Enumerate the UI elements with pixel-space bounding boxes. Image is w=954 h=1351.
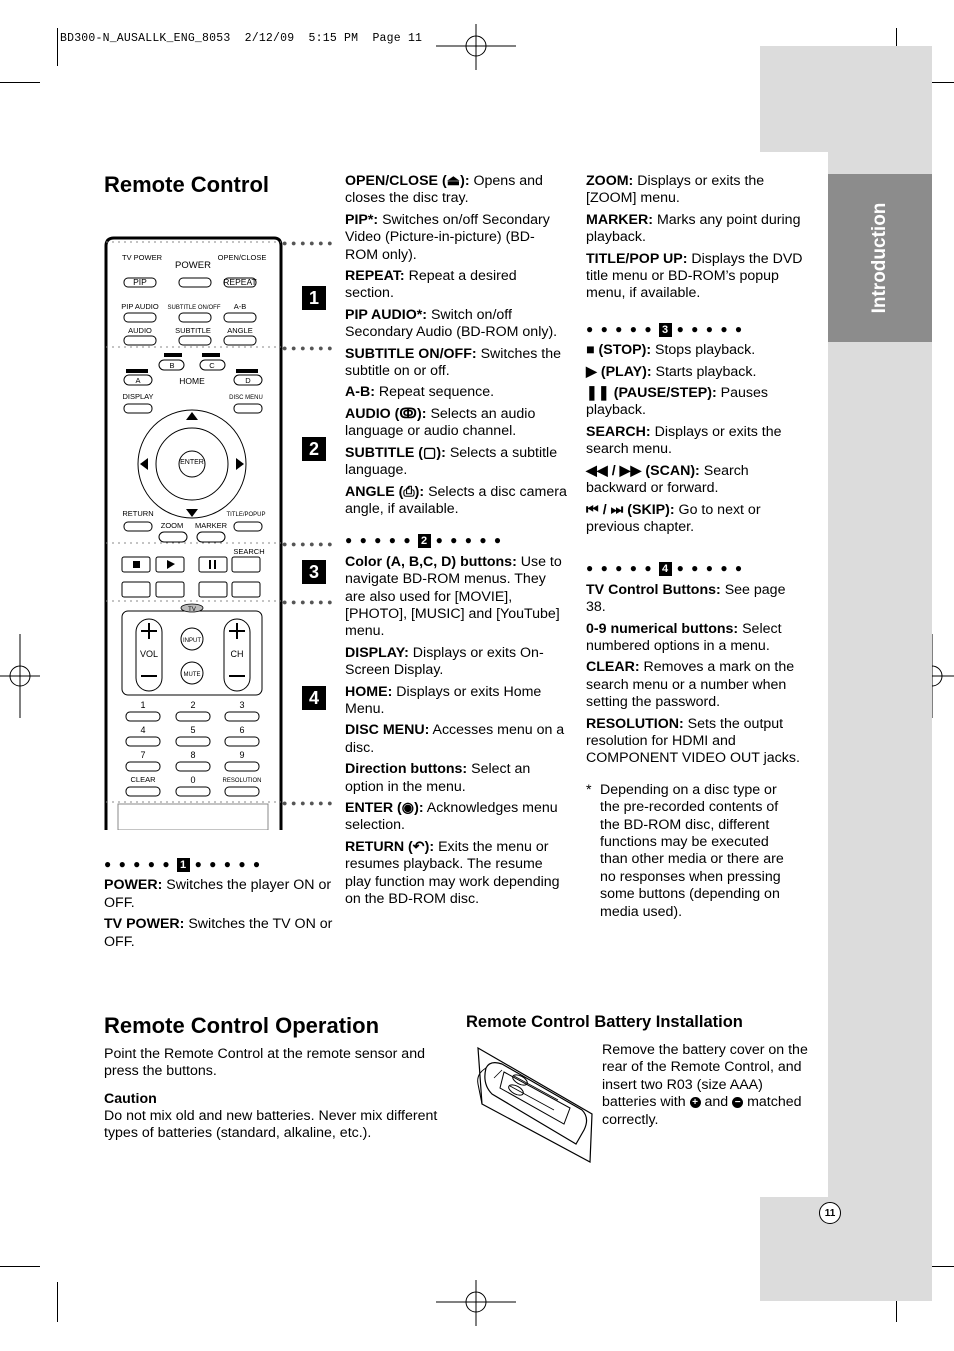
remote-digit: 4 bbox=[140, 725, 146, 735]
desc-item: AUDIO (ↂ): Selects an audio language or audio channel. bbox=[345, 405, 536, 440]
remote-label-title-popup: TITLE/POPUP bbox=[226, 512, 266, 518]
remote-label-open-close: OPEN/CLOSE bbox=[217, 253, 267, 262]
section-number-badge: 3 bbox=[659, 323, 672, 337]
desc-item: SUBTITLE (▢): Selects a subtitle language. bbox=[345, 444, 558, 479]
desc-item: A-B: Repeat sequence. bbox=[345, 384, 495, 401]
section-divider-dots: ●●●●●● bbox=[282, 539, 337, 549]
minus-icon: − bbox=[732, 1097, 743, 1108]
remote-digit: 3 bbox=[239, 700, 245, 710]
desc-item: POWER: Switches the player ON or OFF. bbox=[104, 877, 332, 911]
remote-label-pip-audio: PIP AUDIO bbox=[121, 302, 159, 311]
remote-digit: 7 bbox=[140, 750, 146, 760]
remote-label-mute: MUTE bbox=[183, 672, 201, 678]
sidebar-top-block bbox=[760, 46, 932, 152]
desc-item: 0-9 numerical buttons: Select numbered options in a menu. bbox=[586, 620, 782, 654]
remote-label-search: SEARCH bbox=[233, 547, 265, 556]
crop-mark bbox=[57, 28, 58, 66]
sidebar-bottom-block bbox=[760, 1197, 932, 1301]
operation-title: Remote Control Operation bbox=[104, 1013, 380, 1038]
caution-text: Do not mix old and new batteries. Never mix different types of batteries (standard, alkaline, etc.). bbox=[104, 1108, 438, 1142]
desc-item: REPEAT: Repeat a desired section. bbox=[345, 268, 517, 302]
desc-item: MARKER: Marks any point during playback. bbox=[586, 211, 801, 246]
desc-item: ■ (STOP): Stops playback. bbox=[586, 342, 756, 359]
caution-title: Caution bbox=[104, 1091, 157, 1107]
remote-label-tv-power: TV POWER bbox=[121, 253, 163, 262]
section-number-badge: 1 bbox=[177, 858, 190, 872]
section-tab bbox=[828, 174, 932, 342]
remote-label-a: A bbox=[135, 376, 141, 385]
remote-digit: 8 bbox=[190, 750, 196, 760]
section-divider-dots: ●●●●●● bbox=[282, 798, 337, 808]
remote-control-title: Remote Control bbox=[104, 172, 269, 197]
desc-item: ⏮ / ⏭ (SKIP): Go to next or previous chapter. bbox=[586, 501, 761, 535]
section-divider-dots: ●●●●●● bbox=[282, 238, 337, 248]
battery-instructions: Remove the battery cover on the rear of the Remote Control, and insert two R03 (size AAA) batteries with + and − matched correctly. bbox=[602, 1042, 808, 1128]
registration-mark-left bbox=[0, 634, 40, 718]
crop-mark bbox=[0, 82, 40, 83]
footnote-mark: * bbox=[586, 781, 592, 798]
section-number-3: 3 bbox=[302, 560, 326, 584]
remote-control-illustration bbox=[104, 236, 337, 830]
desc-item: PIP AUDIO*: Switch on/off Secondary Audio (BD-ROM only). bbox=[345, 306, 558, 341]
desc-item: TV Control Buttons: See page 38. bbox=[586, 581, 786, 616]
crop-mark bbox=[0, 1266, 40, 1267]
desc-item: ❚❚ (PAUSE/STEP): Pauses playback. bbox=[586, 385, 768, 419]
section-tab-label: Introduction bbox=[869, 202, 890, 314]
section-divider-dots: ●●●●●● bbox=[282, 597, 337, 607]
desc-item: ▶ (PLAY): Starts playback. bbox=[586, 363, 757, 380]
page-number: 11 bbox=[819, 1202, 841, 1224]
desc-item: RESOLUTION: Sets the output resolution for HDMI and COMPONENT VIDEO OUT jacks. bbox=[586, 715, 800, 767]
battery-title: Remote Control Battery Installation bbox=[466, 1013, 743, 1031]
plus-icon: + bbox=[690, 1097, 701, 1108]
remote-digit: 9 bbox=[239, 750, 245, 760]
registration-mark-top bbox=[436, 24, 516, 70]
remote-digit: 0 bbox=[190, 775, 196, 785]
remote-digit: 5 bbox=[190, 725, 196, 735]
operation-intro: Point the Remote Control at the remote sensor and press the buttons. bbox=[104, 1046, 425, 1080]
desc-item: SEARCH: Displays or exits the search menu. bbox=[586, 423, 782, 458]
desc-item: RETURN (↶): Exits the menu or resumes playback. The resume play function may work depending on the BD-ROM disc. bbox=[345, 838, 560, 908]
desc-item: DISC MENU: Accesses menu on a disc. bbox=[345, 722, 565, 756]
column-3 bbox=[586, 173, 806, 921]
section-2-heading: ● ● ● ● ● 2 ● ● ● ● ● bbox=[345, 533, 504, 548]
remote-label-subtitle: SUBTITLE bbox=[175, 326, 211, 335]
remote-label-d: D bbox=[245, 376, 251, 385]
section-number-badge: 4 bbox=[659, 562, 672, 576]
desc-item: TV POWER: Switches the TV ON or OFF. bbox=[104, 916, 333, 950]
remote-label-zoom: ZOOM bbox=[160, 521, 184, 530]
desc-item: ◀◀ / ▶▶ (SCAN): Search backward or forward. bbox=[586, 462, 749, 497]
remote-label-ch: CH bbox=[230, 649, 244, 659]
remote-label-repeat: REPEAT bbox=[223, 277, 257, 287]
remote-label-angle: ANGLE bbox=[227, 326, 253, 335]
column-2 bbox=[345, 173, 567, 912]
remote-label-return: RETURN bbox=[122, 509, 154, 518]
remote-label-vol: VOL bbox=[139, 649, 159, 659]
remote-label-resolution: RESOLUTION bbox=[222, 778, 262, 784]
remote-label-ab: A-B bbox=[233, 302, 247, 311]
desc-item: Color (A, B,C, D) buttons: Use to navigate BD-ROM menus. They are also used for [MOVIE], [PHOTO], [MUSIC] and [YouTube] menu. bbox=[345, 553, 562, 640]
section-number-1: 1 bbox=[302, 286, 326, 310]
remote-label-home: HOME bbox=[179, 376, 205, 386]
desc-item: SUBTITLE ON/OFF: Switches the subtitle on or off. bbox=[345, 345, 562, 380]
desc-item: DISPLAY: Displays or exits On-Screen Display. bbox=[345, 644, 544, 679]
section-number-4: 4 bbox=[302, 686, 326, 710]
section-number-badge: 2 bbox=[418, 534, 431, 548]
desc-item: CLEAR: Removes a mark on the search menu or a number when setting the password. bbox=[586, 659, 795, 711]
desc-item: TITLE/POP UP: Displays the DVD title menu or BD-ROM’s popup menu, if available. bbox=[586, 250, 803, 302]
remote-label-marker: MARKER bbox=[194, 521, 228, 530]
crop-mark bbox=[57, 1282, 58, 1322]
section-3-heading: ● ● ● ● ● 3 ● ● ● ● ● bbox=[586, 321, 745, 336]
footnote bbox=[586, 782, 806, 921]
desc-item: Direction buttons: Select an option in the menu. bbox=[345, 761, 531, 795]
remote-label-display: DISPLAY bbox=[122, 392, 154, 401]
desc-item: PIP*: Switches on/off Secondary Video (Picture-in-picture) (BD-ROM only). bbox=[345, 211, 550, 263]
remote-label-enter: ENTER bbox=[180, 459, 204, 466]
registration-mark-bottom bbox=[436, 1280, 516, 1326]
desc-item: ZOOM: Displays or exits the [ZOOM] menu. bbox=[586, 173, 765, 207]
remote-label-power: POWER bbox=[175, 260, 211, 271]
section-divider-dots: ●●●●●● bbox=[282, 343, 337, 353]
remote-label-clear: CLEAR bbox=[130, 775, 156, 784]
remote-label-subtitle-onoff: SUBTITLE ON/OFF bbox=[167, 305, 221, 311]
desc-item: ENTER (◉): Acknowledges menu selection. bbox=[345, 800, 558, 834]
remote-label-pip: PIP bbox=[133, 277, 147, 287]
remote-label-audio: AUDIO bbox=[128, 326, 152, 335]
footnote-text: Depending on a disc type or the pre-recorded contents of the BD-ROM disc, different functions may be executed than other media or there are no responses when pressing some buttons (depending on media used). bbox=[600, 781, 784, 920]
desc-item: OPEN/CLOSE (⏏): Opens and closes the disc tray. bbox=[345, 173, 543, 207]
section-4-heading: ● ● ● ● ● 4 ● ● ● ● ● bbox=[586, 561, 745, 576]
section-1-list bbox=[104, 850, 334, 955]
remote-label-disc-menu: DISC MENU bbox=[229, 395, 263, 401]
desc-item: ANGLE (⎙): Selects a disc camera angle, if available. bbox=[345, 483, 567, 517]
remote-label-c: C bbox=[209, 361, 215, 370]
remote-digit: 2 bbox=[190, 700, 196, 710]
desc-item: HOME: Displays or exits Home Menu. bbox=[345, 683, 542, 717]
section-1-heading: ● ● ● ● ● 1 ● ● ● ● ● bbox=[104, 857, 263, 871]
battery-installation-illustration bbox=[472, 1044, 596, 1166]
remote-label-tv: TV bbox=[188, 607, 196, 613]
print-slug: BD300-N_AUSALLK_ENG_8053 2/12/09 5:15 PM Page 11 bbox=[60, 32, 423, 45]
remote-label-input: INPUT bbox=[183, 638, 201, 644]
section-number-2: 2 bbox=[302, 437, 326, 461]
remote-digit: 1 bbox=[140, 700, 146, 710]
remote-label-b: B bbox=[169, 361, 175, 370]
remote-digit: 6 bbox=[239, 725, 245, 735]
